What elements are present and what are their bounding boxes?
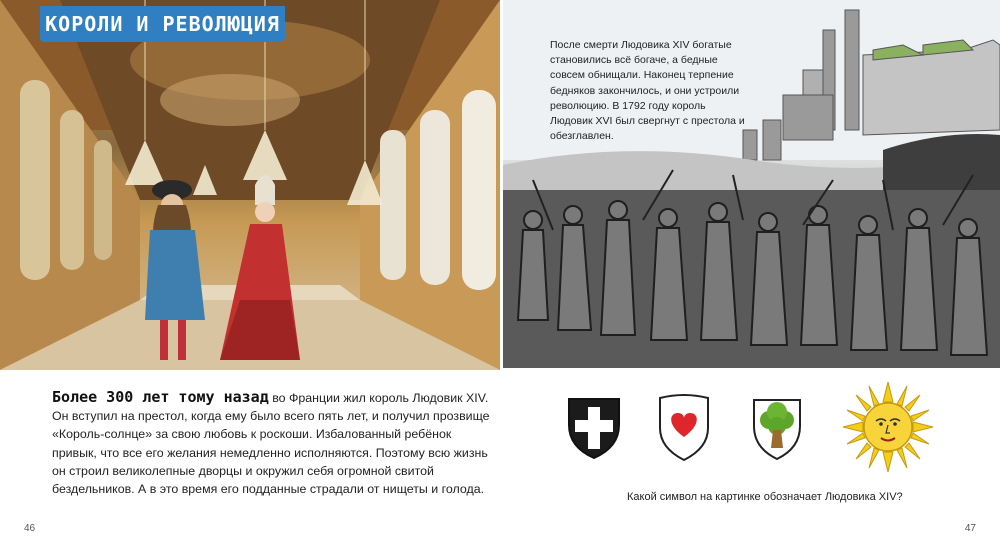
- hall-of-mirrors-photo: [0, 0, 500, 370]
- tree-shield-icon[interactable]: [751, 396, 803, 462]
- palace-illustration: [0, 0, 500, 370]
- section-title: КОРОЛИ И РЕВОЛЮЦИЯ: [45, 12, 280, 36]
- heart-shield-icon[interactable]: [657, 393, 711, 463]
- left-paragraph: во Франции жил король Людовик XIV. Он вступил на престол, когда ему было всего пять лет, и получил прозвище «Король-солнце» за свою любовь к роскоши. Избалованный ребёнок привык, что все его желания немедленно исполняются. Поэтому всю жизнь он строил великолепные дворцы и окружил себя огромной свитой бездельников. А в это время его подданные страдали от нищеты и голода.: [52, 391, 490, 497]
- left-body-text: [52, 388, 492, 498]
- emblem-question: Какой символ на картинке обозначает Людовика XIV?: [627, 491, 903, 503]
- page-number-left: 46: [24, 523, 36, 534]
- sun-face-icon[interactable]: [841, 380, 935, 474]
- black-cross-shield-icon[interactable]: [566, 395, 622, 461]
- queen-figure: [220, 175, 300, 360]
- lead-phrase: Более 300 лет тому назад: [52, 388, 269, 406]
- engraving-caption: После смерти Людовика XIV богатые становились всё богаче, а бедные совсем обнищали. Наконец терпение бедняков закончилось, и они устроили революцию. В 1792 году король Людовик XVI был свергнут с престола и обезглавлен.: [550, 39, 745, 143]
- section-title-banner: [40, 6, 285, 42]
- page-number-right: 47: [964, 523, 976, 534]
